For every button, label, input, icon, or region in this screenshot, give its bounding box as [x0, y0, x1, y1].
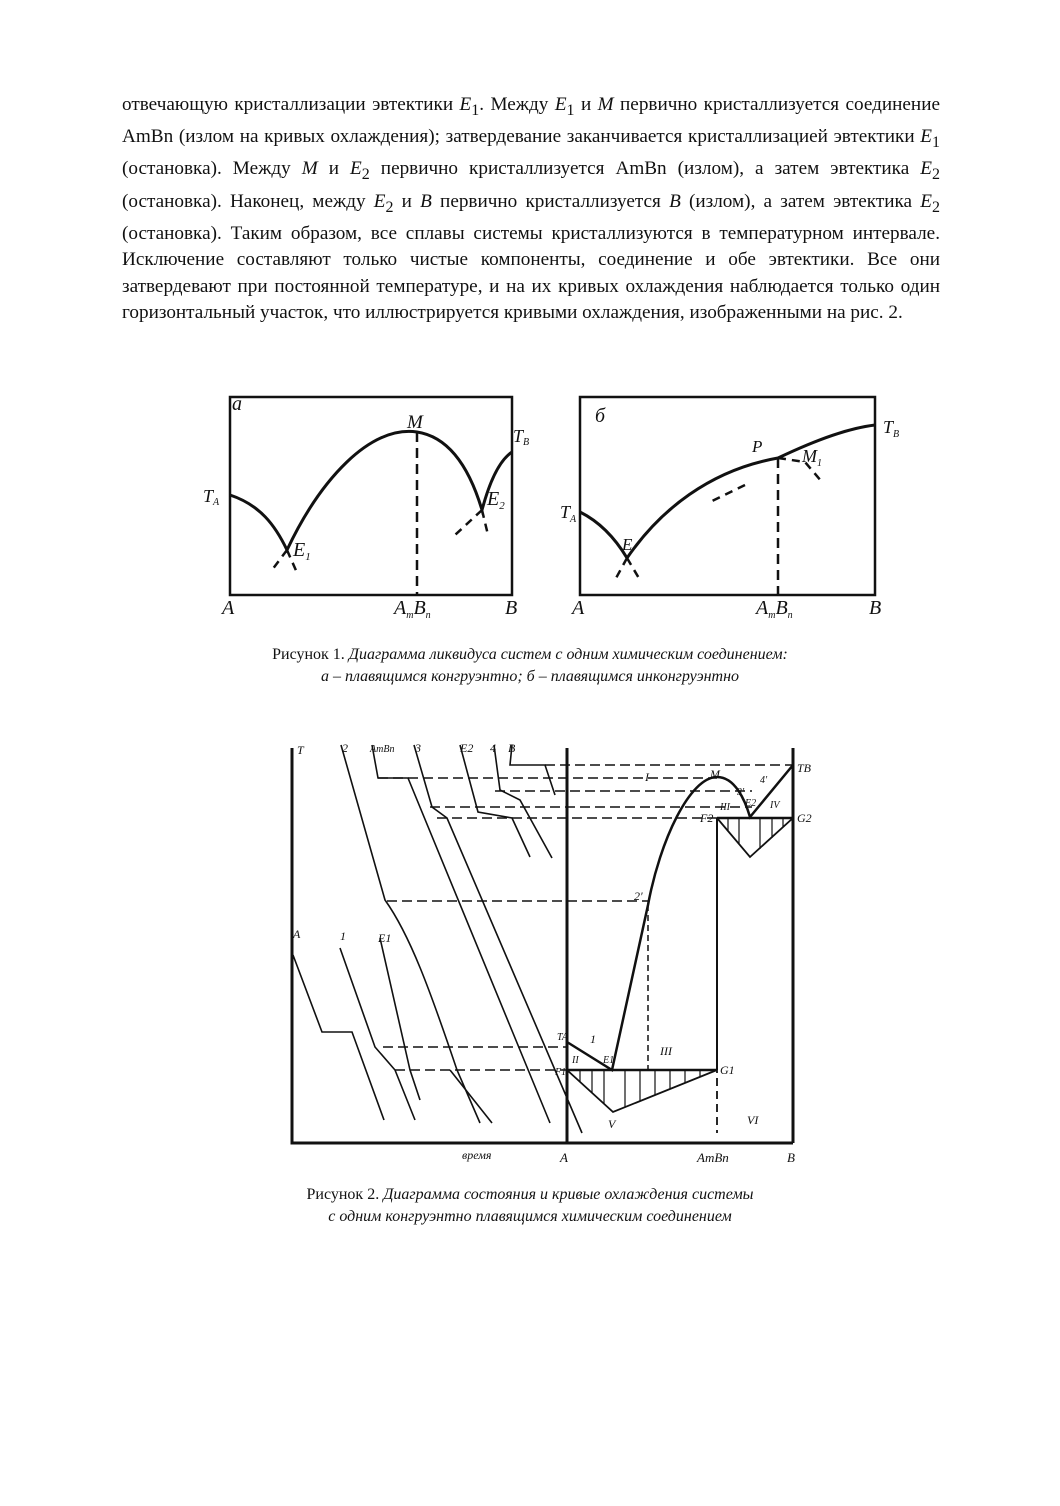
point-label: 4'	[760, 775, 768, 786]
label-e1: $E_1$	[293, 539, 311, 563]
solidus-lines	[567, 818, 793, 1070]
text-run: (излом на кривых охлаждения); затвердевание заканчивается кристаллизацией эвтектики	[173, 126, 921, 148]
label-e: E	[622, 535, 633, 554]
symbol: E	[373, 190, 386, 212]
text-run: и	[317, 158, 351, 180]
text-run: первично кристаллизуется	[431, 190, 670, 212]
axis-label-ambn: AmBn	[697, 1150, 729, 1165]
region-label: VI	[747, 1113, 759, 1127]
liquidus-curve	[230, 431, 512, 550]
text-run: (остановка). Между	[122, 158, 302, 180]
label-tb: TB	[513, 426, 530, 448]
label-m1: $M_1$	[802, 446, 822, 469]
axis-label-a: A	[222, 597, 235, 619]
axis-label-a: A	[560, 1150, 568, 1165]
subscript: 2	[932, 166, 940, 184]
symbol: M	[597, 94, 614, 115]
symbol: E	[920, 158, 932, 180]
projection-lines	[378, 765, 793, 1070]
region-label: III	[720, 802, 730, 813]
text-run: (излом), а затем эвтектика	[680, 190, 921, 212]
text-run: и	[574, 94, 598, 115]
axis-label-a: A	[572, 597, 585, 619]
label-g2: G2	[797, 811, 812, 825]
symbol: E	[554, 94, 567, 115]
label-ta: TA	[203, 486, 220, 508]
text-run: первично кристаллизуется	[369, 158, 616, 180]
tammann-triangles	[567, 818, 793, 1112]
symbol: B	[420, 190, 432, 212]
text-run: (остановка). Наконец, между	[122, 190, 374, 212]
region-label: I	[645, 770, 649, 784]
point-label: 2'	[634, 889, 643, 903]
curve-label: B	[508, 741, 516, 755]
curve-label: E1	[378, 931, 392, 945]
compound: AmBn	[615, 158, 667, 180]
compound: AmBn	[122, 126, 174, 148]
symbol: M	[301, 158, 318, 180]
figure2-caption	[0, 1184, 1060, 1228]
label-p: P	[752, 437, 763, 456]
curve-label: 3	[415, 741, 421, 755]
label-e1: E1	[603, 1055, 615, 1066]
caption-text: Диаграмма ликвидуса систем с одним химическим соединением:	[344, 646, 788, 663]
axis-label-b: B	[505, 597, 518, 619]
symbol: E	[920, 190, 932, 212]
region-label: III	[660, 1044, 672, 1058]
subscript: 1	[471, 101, 480, 119]
curve-label: A	[293, 927, 301, 941]
text-run: первично кристаллизуется соединение	[613, 94, 940, 115]
curve-label: 4	[490, 741, 496, 755]
point-label: 3'	[737, 787, 745, 798]
label-e2: E2	[745, 798, 757, 809]
subscript: 2	[385, 198, 394, 216]
axis-label-time: время	[462, 1148, 492, 1162]
label-f1: F1	[555, 1067, 567, 1078]
figure2-diagram	[292, 741, 812, 1165]
label-g1: G1	[720, 1063, 735, 1077]
symbol: E	[459, 94, 472, 115]
region-label: II	[572, 1055, 579, 1066]
text-run: (остановка). Таким образом, все сплавы системы кристаллизуются в температурном интервале. Исключение составляют только чистые компоненты, соединение и обе эвтектики. Все они затвердевают при постоянной температуре, и на их кривых охлаждения наблюдается только один горизонтальный участок, что иллюстрируется кривыми охлаждения, изображенными на рис. 2.	[122, 222, 940, 324]
region-label: IV	[770, 800, 780, 811]
figure1-caption	[0, 644, 1060, 688]
subscript: 1	[566, 101, 575, 119]
symbol: B	[669, 190, 681, 212]
panel-letter: б	[595, 405, 606, 427]
plot-frame	[230, 397, 512, 595]
label-t: T	[297, 743, 304, 757]
curve-label: 1	[340, 929, 346, 943]
figure1-panel-b	[560, 397, 899, 621]
subscript: 1	[932, 134, 940, 152]
liquidus-curve	[567, 765, 793, 1070]
caption-text: Диаграмма состояния и кривые охлаждения системы	[379, 1186, 754, 1203]
panel-letter: а	[232, 393, 242, 415]
text-run: отвечающую кристаллизации эвтектики	[122, 94, 460, 115]
region-label: V	[608, 1117, 616, 1131]
label-e2: $E_2$	[487, 488, 505, 512]
text-run: . Между	[479, 94, 555, 115]
label-ta: TA	[557, 1032, 568, 1043]
point-label: 1	[590, 1032, 596, 1046]
caption-text: а – плавящимся конгруэнтно; б – плавящимся инконгруэнтно	[320, 668, 740, 685]
text-run: и	[393, 190, 421, 212]
label-f2: F2	[700, 811, 714, 825]
caption-label: Рисунок 1.	[272, 646, 345, 663]
curve-label: E2	[460, 741, 474, 755]
symbol: E	[920, 126, 932, 148]
text-run: (излом), а затем эвтектика	[666, 158, 921, 180]
label-tb: TB	[797, 761, 812, 775]
label-ta: $T_A$	[560, 502, 577, 525]
axis-label-ambn: $A_mB_n$	[756, 597, 793, 621]
cooling-curves	[293, 745, 582, 1133]
axis-label-b: B	[787, 1150, 795, 1165]
label-m: M	[407, 412, 423, 433]
symbol: E	[350, 158, 362, 180]
subscript: 2	[931, 198, 940, 216]
curve-label: 2	[342, 741, 348, 755]
label-tb: $T_B$	[883, 417, 900, 440]
curve-label: AmBn	[370, 744, 395, 755]
axis-label-ambn: $A_mB_n$	[394, 597, 431, 621]
subscript: 2	[361, 166, 370, 184]
axis-label-b: B	[869, 597, 882, 619]
label-m: M	[710, 767, 720, 781]
caption-label: Рисунок 2.	[306, 1186, 380, 1203]
caption-text: с одним конгруэнтно плавящимся химическим соединением	[328, 1208, 732, 1225]
figure1-panel-a	[203, 393, 529, 621]
